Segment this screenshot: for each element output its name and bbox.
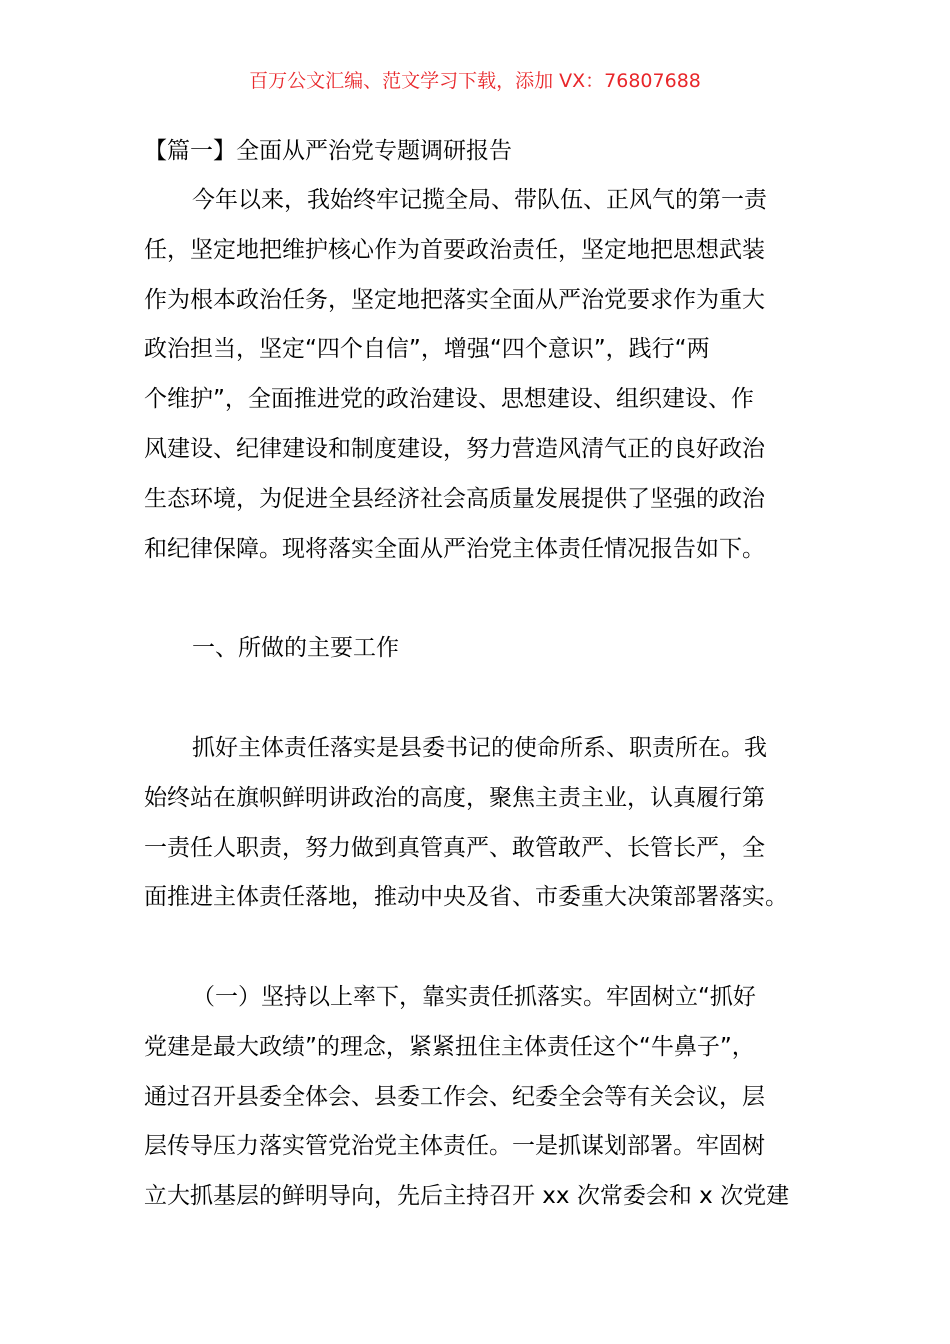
paragraph-line: 任，坚定地把维护核心作为首要政治责任，坚定地把思想武装 — [144, 236, 765, 263]
paragraph-line: 个维护”，全面推进党的政治建设、思想建设、组织建设、作 — [144, 386, 754, 413]
paragraph-line: 和纪律保障。现将落实全面从严治党主体责任情况报告如下。 — [144, 535, 765, 562]
paragraph-line: 抓好主体责任落实是县委书记的使命所系、职责所在。我 — [192, 735, 767, 761]
paragraph-line: 风建设、纪律建设和制度建设，努力营造风清气正的良好政治 — [144, 436, 765, 462]
paragraph-line: 一责任人职责，努力做到真管真严、敢管敢严、长管长严，全 — [144, 834, 765, 861]
section-heading: 一、所做的主要工作 — [192, 635, 399, 661]
paragraph-line: 生态环境，为促进全县经济社会高质量发展提供了坚强的政治 — [144, 485, 765, 512]
paragraph-line: （一）坚持以上率下，靠实责任抓落实。牢固树立“抓好 — [192, 984, 756, 1010]
paragraph-line: 政治担当，坚定“四个自信”，增强“四个意识”，践行“两 — [144, 336, 710, 363]
paragraph-line: 层传导压力落实管党治党主体责任。一是抓谋划部署。牢固树 — [144, 1133, 765, 1160]
paragraph-line: 党建是最大政绩”的理念，紧紧扭住主体责任这个“牛鼻子”， — [144, 1033, 755, 1060]
watermark-header: 百万公文汇编、范文学习下载，添加 VX：76807688 — [249, 70, 701, 92]
paragraph-line: 作为根本政治任务，坚定地把落实全面从严治党要求作为重大 — [144, 286, 765, 313]
paragraph-line: 立大抓基层的鲜明导向，先后主持召开 xx 次常委会和 x 次党建 — [144, 1183, 790, 1210]
paragraph-line: 今年以来，我始终牢记揽全局、带队伍、正风气的第一责 — [192, 187, 767, 213]
paragraph-line: 面推进主体责任落地，推动中央及省、市委重大决策部署落实。 — [144, 884, 788, 911]
paragraph-line: 通过召开县委全体会、县委工作会、纪委全会等有关会议，层 — [144, 1083, 765, 1110]
document-title: 【篇一】全面从严治党专题调研报告 — [144, 138, 512, 164]
paragraph-line: 始终站在旗帜鲜明讲政治的高度，聚焦主责主业，认真履行第 — [144, 784, 765, 811]
